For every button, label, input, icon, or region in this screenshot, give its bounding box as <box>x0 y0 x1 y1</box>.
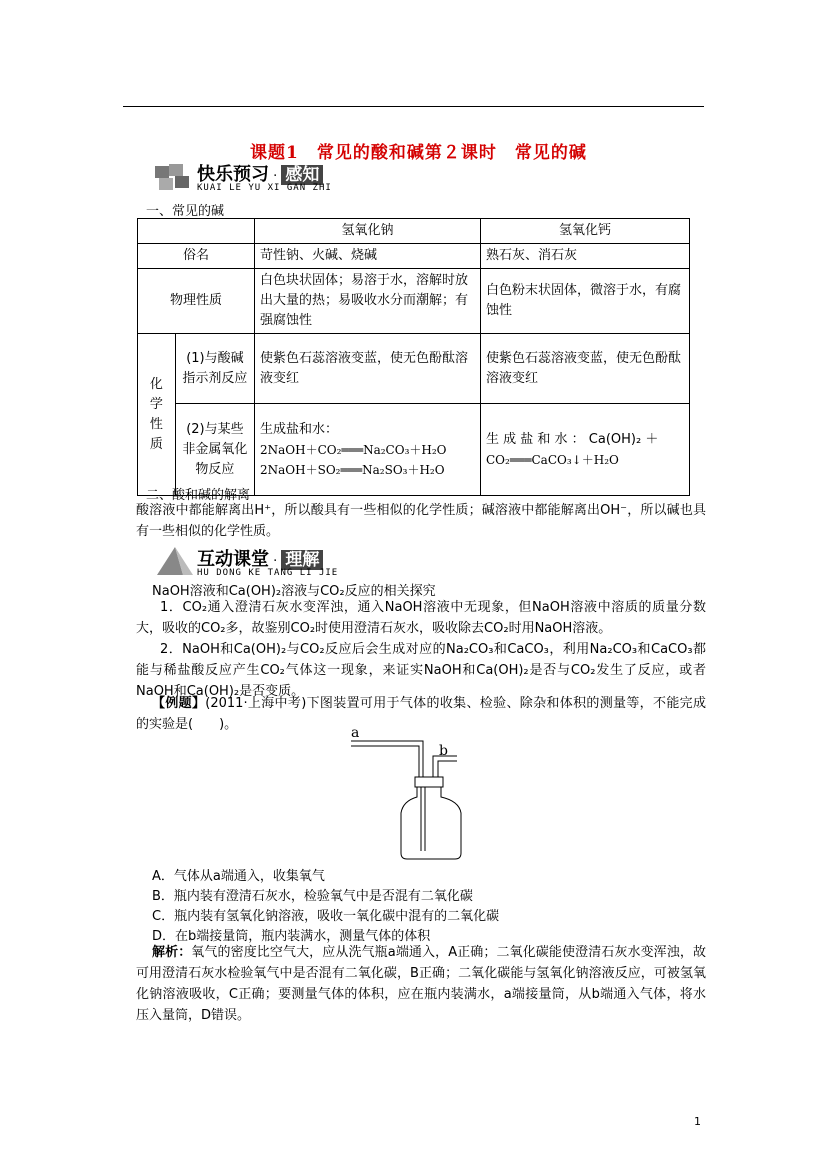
caoh-nm-intro: 生 成 盐 和 水 ： Ca(OH)₂ ＋ <box>486 431 659 447</box>
banner-subtitle: KUAI LE YU XI GAN ZHI <box>197 183 332 193</box>
naoh-equation-co2: 2NaOH＋CO₂═══Na₂CO₃＋H₂O <box>260 442 447 457</box>
analysis-block <box>136 942 706 1026</box>
section-heading: 一、常见的碱 <box>146 204 225 219</box>
option-a: A．气体从a端通入，收集氧气 <box>152 869 325 884</box>
option-c: C．瓶内装有氢氧化钠溶液，吸收一氧化碳中混有的二氧化碳 <box>152 909 500 924</box>
section-heading: 二、酸和碱的解离 <box>146 488 251 503</box>
row-label-common-name: 俗名 <box>138 244 255 269</box>
banner-tag: 感知 <box>281 165 323 185</box>
naoh-indicator: 使紫色石蕊溶液变蓝，使无色酚酞溶液变红 <box>255 334 481 404</box>
topic-heading: NaOH溶液和Ca(OH)₂溶液与CO₂反应的相关探究 <box>152 584 436 599</box>
analysis-label: 解析： <box>152 945 192 960</box>
banner-tag: 理解 <box>281 550 323 570</box>
naoh-equation-so2: 2NaOH＋SO₂═══Na₂SO₃＋H₂O <box>260 462 445 477</box>
paragraph-1: 1．CO₂通入澄清石灰水变浑浊，通入NaOH溶液中无现象，但NaOH溶液中溶质的质量分数大，吸收的CO₂多，故鉴别CO₂时使用澄清石灰水，吸收除去CO₂时用NaOH溶液。 <box>136 600 706 636</box>
option-d: D．在b端接量筒，瓶内装满水，测量气体的体积 <box>152 929 431 944</box>
banner-title: 互动课堂 <box>197 549 269 570</box>
label-a: a <box>351 725 360 741</box>
option-b: B．瓶内装有澄清石灰水，检验氧气中是否混有二氧化碳 <box>152 889 473 904</box>
page-number: 1 <box>694 1115 701 1128</box>
label-b: b <box>439 743 448 759</box>
page-title: 课题1 常见的酸和碱第２课时 常见的碱 <box>250 143 587 163</box>
row-label-chemical: 化学性质 <box>138 334 176 496</box>
caoh-equation-co2: CO₂═══CaCO₃↓＋H₂O <box>486 452 619 467</box>
analysis-text: 氧气的密度比空气大，应从洗气瓶a端通入，A正确；二氧化碳能使澄清石灰水变浑浊，故可用澄清石灰水检验氧气中是否混有二氧化碳，B正确；二氧化碳能与氢氧化钠溶液反应，可被氢氧化钠溶液吸收，C正确；要测量气体的体积，应在瓶内装满水，a端接量筒，从b端通入气体，将水压入量筒，D错误。 <box>136 945 706 1023</box>
section2-text: 酸溶液中都能解离出H⁺，所以酸具有一些相似的化学性质；碱溶液中都能解离出OH⁻，所以碱也具有一些相似的化学性质。 <box>136 503 706 539</box>
paragraph-2: 2．NaOH和Ca(OH)₂与CO₂反应后会生成对应的Na₂CO₃和CaCO₃，利用Na₂CO₃和CaCO₃都能与稀盐酸反应产生CO₂气体这一现象，来证实NaOH和Ca(OH)₂是否与CO₂发生了反应，或者NaOH和Ca(OH)₂是否变质。 <box>136 642 706 699</box>
row-label-nonmetal-oxide: (2)与某些非金属氧化物反应 <box>175 404 254 496</box>
caoh-indicator: 使紫色石蕊溶液变蓝，使无色酚酞溶液变红 <box>481 334 690 404</box>
banner-subtitle: HU DONG KE TANG LI JIE <box>197 568 339 578</box>
example-tag: 【例题】 <box>152 696 206 711</box>
header-rule <box>123 106 704 107</box>
base-comparison-table <box>137 218 690 496</box>
row-label-indicator: (1)与酸碱指示剂反应 <box>175 334 254 404</box>
sail-icon <box>153 545 199 579</box>
row-label-physical: 物理性质 <box>138 269 255 334</box>
naoh-common-name: 苛性钠、火碱、烧碱 <box>255 244 481 269</box>
col-header-naoh: 氢氧化钠 <box>255 219 481 244</box>
puzzle-icon <box>153 162 199 194</box>
caoh-nonmetal-oxide <box>481 404 690 496</box>
naoh-nm-intro: 生成盐和水： <box>260 421 339 437</box>
caoh-common-name: 熟石灰、消石灰 <box>481 244 690 269</box>
example-text: (2011·上海中考)下图装置可用于气体的收集、检验、除杂和体积的测量等，不能完成的实验是( )。 <box>136 696 706 732</box>
banner-title: 快乐预习 <box>197 164 269 185</box>
col-header-caoh: 氢氧化钙 <box>481 219 690 244</box>
gas-bottle-figure <box>345 725 465 865</box>
naoh-physical: 白色块状固体；易溶于水，溶解时放出大量的热；易吸收水分而潮解；有强腐蚀性 <box>255 269 481 334</box>
caoh-physical: 白色粉末状固体，微溶于水，有腐蚀性 <box>481 269 690 334</box>
naoh-nonmetal-oxide <box>255 404 481 496</box>
